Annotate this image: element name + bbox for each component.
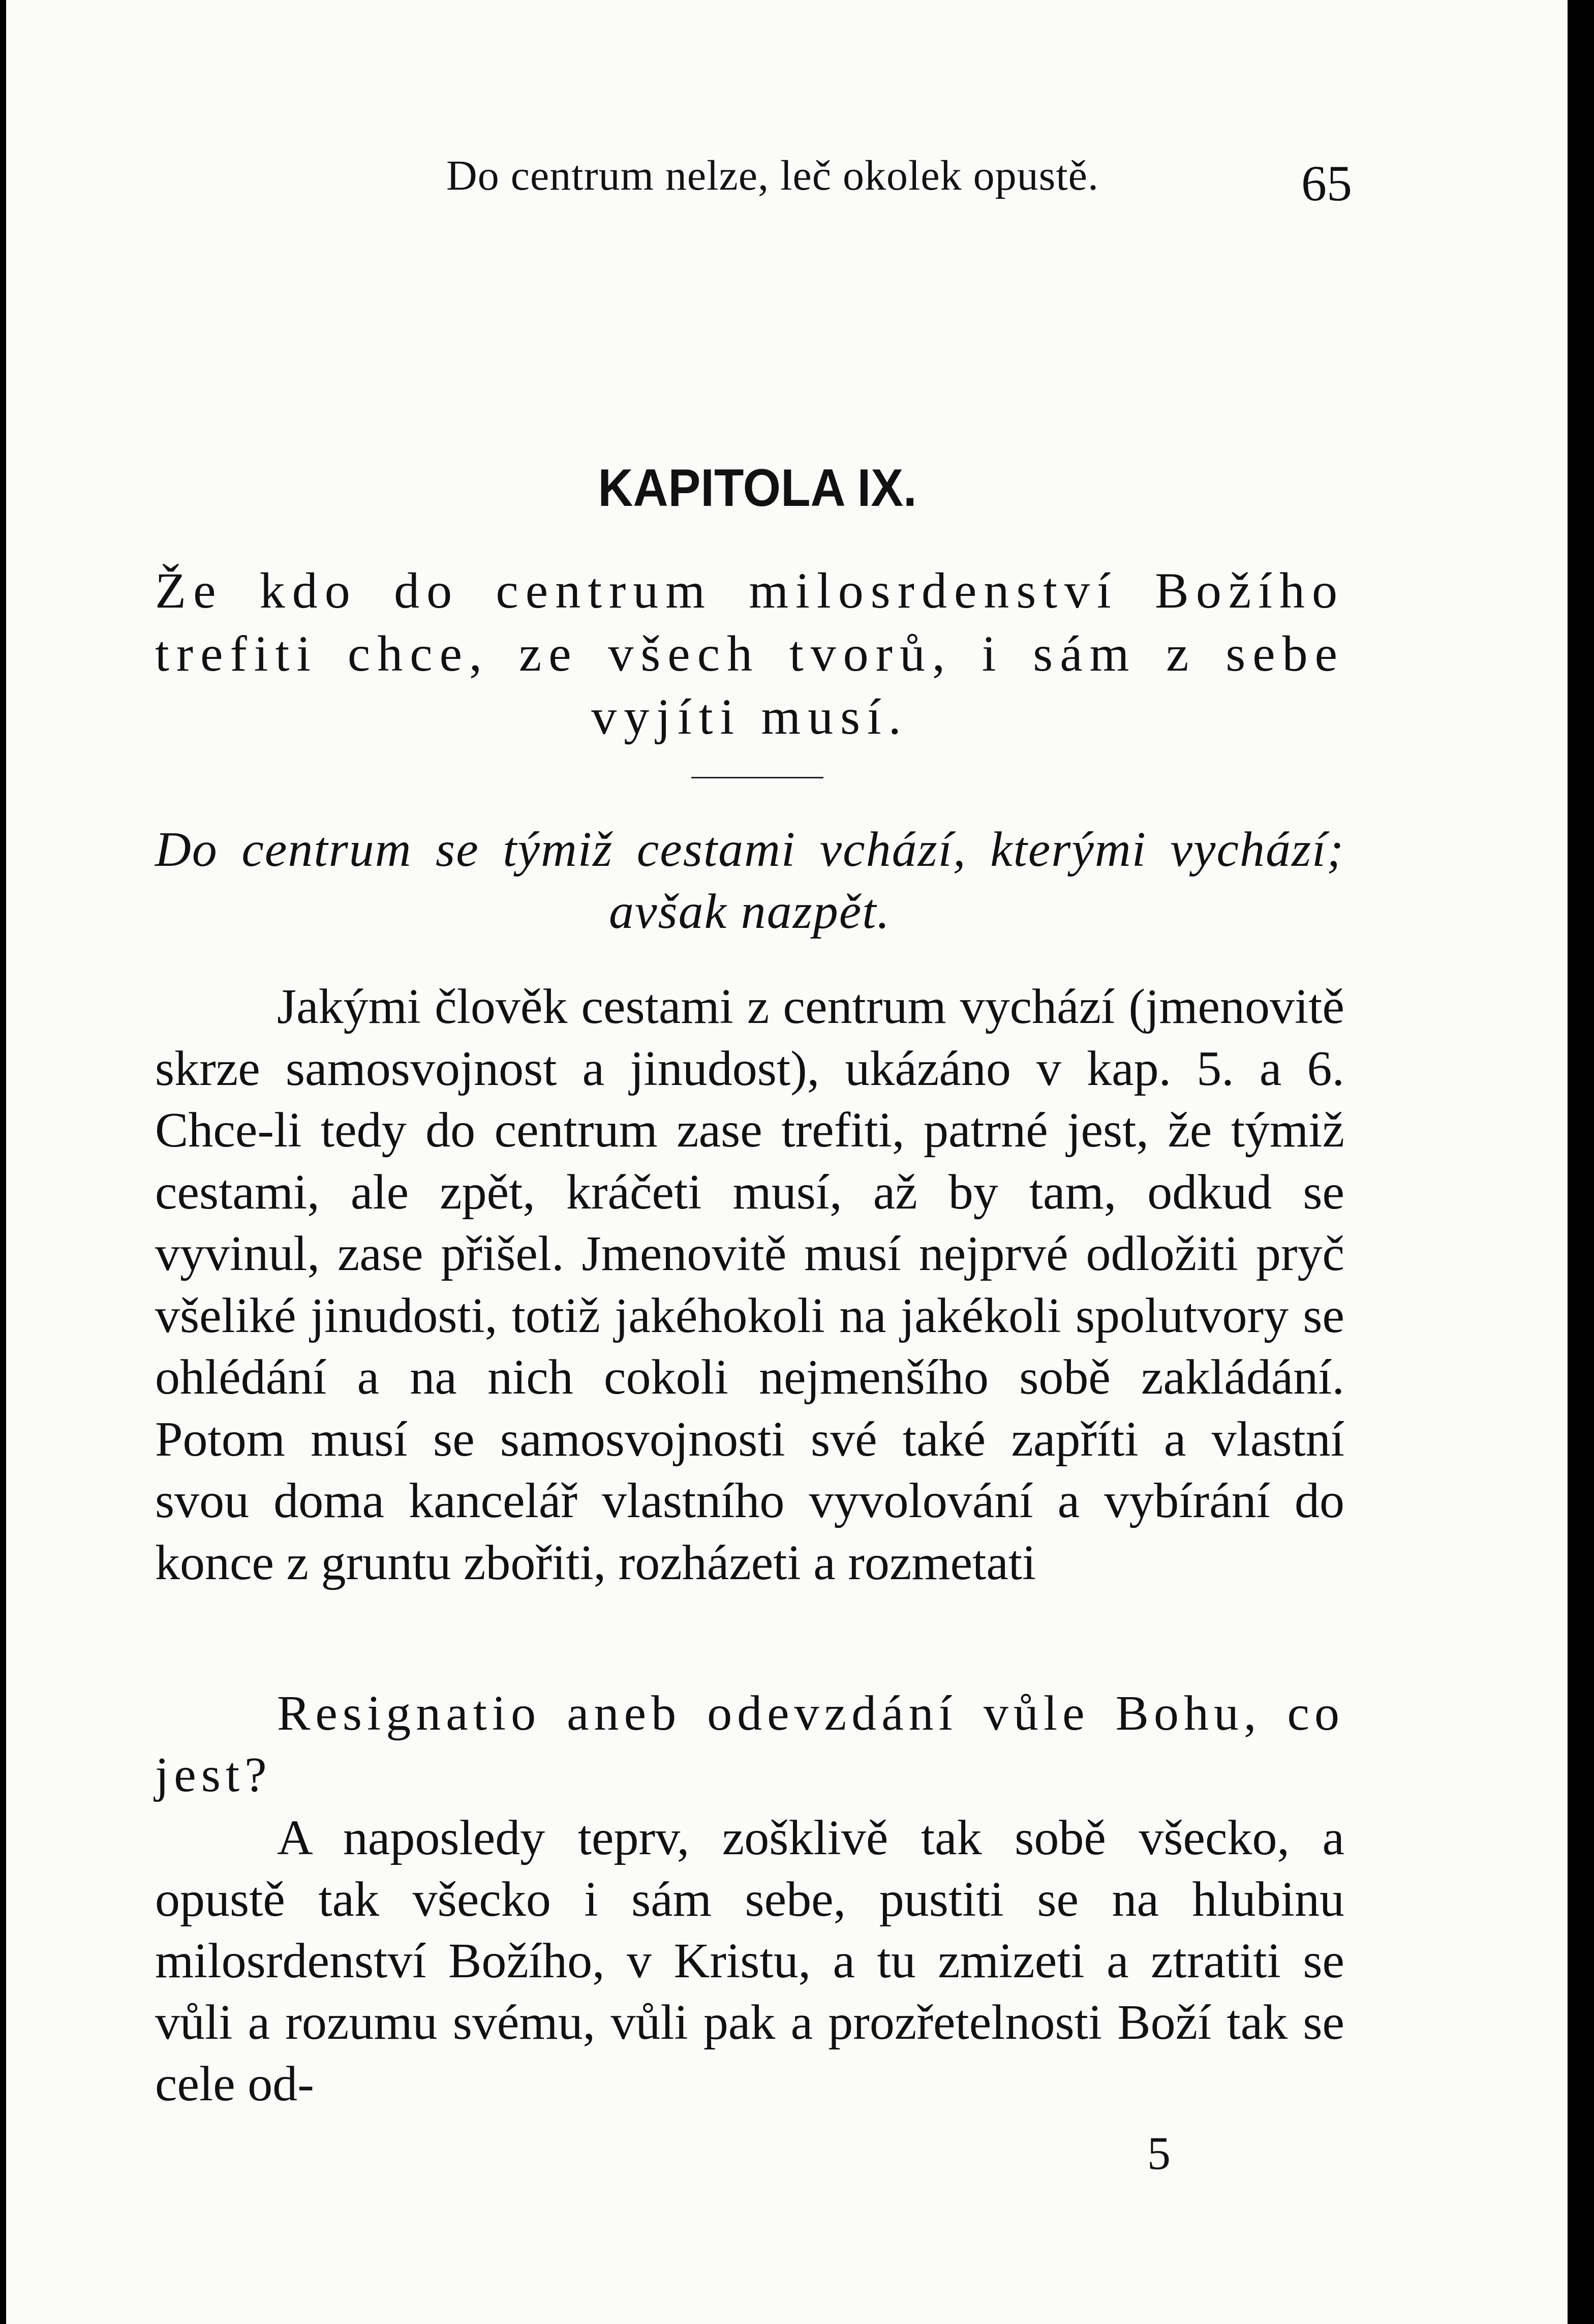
- chapter-title: KAPITOLA IX.: [598, 459, 917, 518]
- running-title: Do centrum nelze, leč okolek opustě.: [446, 152, 1099, 199]
- chapter-motto: Do centrum se týmiž cestami vchází, kterými vychází; avšak nazpět.: [155, 822, 1344, 939]
- signature-mark: 5: [1147, 2127, 1171, 2179]
- body-paragraph: Jakými člověk cestami z centrum vychází (jmenovitě skrze samosvojnost a jinudost), ukázáno v kap. 5. a 6. Chce-li tedy do centrum zase trefiti, patrné jest, že týmiž cestami, ale zpět, kráčeti musí, až by tam, odkud se vyvinul, zase přišel. Jmenovitě musí nejprvé odložiti pryč všeliké jinudosti, totiž jakéhokoli na jakékoli spolutvory se ohlédání a na nich cokoli nejmenšího sobě zakládání. Potom musí se samosvojnosti své také zapříti a vlastní svou doma kancelář vlastního vyvolování a vybírání do konce z gruntu zbořiti, rozházeti a rozmetati: [155, 979, 1344, 1590]
- chapter-subtitle: Že kdo do centrum milosrdenství Božího trefiti chce, ze všech tvorů, i sám z sebe vyjíti musí.: [155, 562, 1344, 745]
- separator-rule: [691, 777, 823, 778]
- page-number: 65: [1301, 155, 1352, 212]
- resignatio-heading: Resignatio aneb odevzdání vůle Bohu, co jest?: [155, 1686, 1344, 1802]
- scan-edge: [1568, 0, 1594, 2324]
- final-paragraph: A naposledy teprv, zošklivě tak sobě všecko, a opustě tak všecko i sám sebe, pustiti se na hlubinu milosrdenství Božího, v Kristu, a tu zmizeti a ztratiti se vůli a rozumu svému, vůli pak a prozřetelnosti Boží tak se cele od-: [155, 1810, 1344, 2111]
